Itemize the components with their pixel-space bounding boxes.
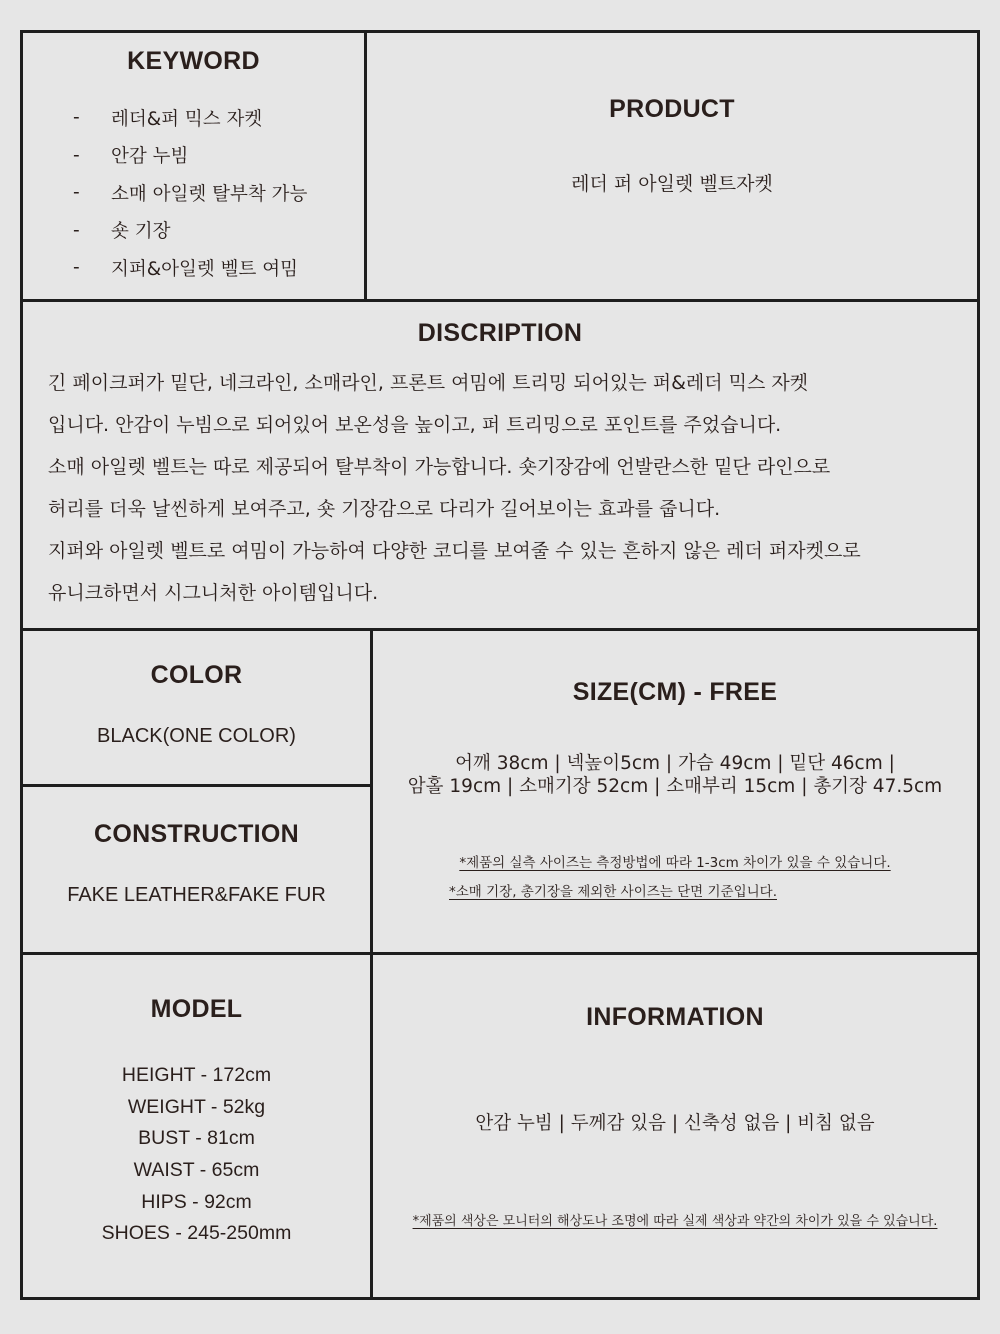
product-section xyxy=(367,33,977,299)
keyword-section xyxy=(23,33,364,299)
model-weight: WEIGHT - 52kg xyxy=(127,1095,266,1118)
description-line: 긴 페이크퍼가 밑단, 네크라인, 소매라인, 프론트 여밈에 트리밍 되어있는 퍼&레더 믹스 자켓 xyxy=(48,372,809,394)
model-waist: WAIST - 65cm xyxy=(133,1159,260,1182)
model-stats xyxy=(23,1060,370,1250)
description-section xyxy=(23,302,977,628)
model-shoes: SHOES - 245-250mm xyxy=(101,1222,292,1245)
keyword-title: KEYWORD xyxy=(127,47,260,75)
model-section xyxy=(23,955,370,1297)
size-measurements-line1: 어깨 38cm | 넥높이5cm | 가슴 49cm | 밑단 46cm | xyxy=(455,753,895,774)
model-bust: BUST - 81cm xyxy=(138,1127,255,1150)
information-title: INFORMATION xyxy=(586,1003,764,1031)
description-line: 지퍼와 아일렛 벨트로 여밈이 가능하여 다양한 코디를 보여줄 수 있는 흔하지 않은 레더 퍼자켓으로 xyxy=(48,540,861,562)
information-value: 안감 누빔 | 두께감 있음 | 신축성 없음 | 비침 없음 xyxy=(475,1113,875,1134)
information-color-note: *제품의 색상은 모니터의 해상도나 조명에 따라 실제 색상과 약간의 차이가 있을 수 있습니다. xyxy=(412,1214,938,1229)
description-body xyxy=(48,362,968,614)
model-title: MODEL xyxy=(150,995,243,1023)
color-section xyxy=(23,631,370,784)
size-note-flat: *소매 기장, 총기장을 제외한 사이즈는 단면 기준입니다. xyxy=(449,884,777,900)
construction-value: FAKE LEATHER&FAKE FUR xyxy=(67,884,326,906)
product-name: 레더 퍼 아일렛 벨트자켓 xyxy=(571,173,773,195)
construction-title: CONSTRUCTION xyxy=(94,820,299,848)
size-note-measurement: *제품의 실측 사이즈는 측정방법에 따라 1-3cm 차이가 있을 수 있습니다. xyxy=(459,855,891,871)
keyword-list xyxy=(73,99,307,287)
color-title: COLOR xyxy=(150,661,243,689)
list-item: - 지퍼&아일렛 벨트 여밈 xyxy=(73,257,299,280)
size-measurements-line2: 암홀 19cm | 소매기장 52cm | 소매부리 15cm | 총기장 47.5cm xyxy=(407,776,943,797)
size-section xyxy=(373,631,977,952)
description-line: 유니크하면서 시그니처한 아이템입니다. xyxy=(48,582,379,604)
product-title: PRODUCT xyxy=(609,95,735,123)
information-section xyxy=(373,955,977,1297)
description-line: 입니다. 안감이 누빔으로 되어있어 보온성을 높이고, 퍼 트리밍으로 포인트를 주었습니다. xyxy=(48,414,782,436)
list-item: - 레더&퍼 믹스 자켓 xyxy=(73,107,263,130)
list-item: - 숏 기장 xyxy=(73,219,171,243)
description-title: DISCRIPTION xyxy=(417,319,583,347)
size-title: SIZE(CM) - FREE xyxy=(572,678,778,706)
spec-sheet-frame xyxy=(20,30,980,1300)
color-value: BLACK(ONE COLOR) xyxy=(97,725,296,747)
description-line: 허리를 더욱 날씬하게 보여주고, 숏 기장감으로 다리가 길어보이는 효과를 줍니다. xyxy=(48,498,721,520)
model-height: HEIGHT - 172cm xyxy=(121,1064,272,1086)
list-item: - 안감 누빔 xyxy=(73,144,189,168)
model-hips: HIPS - 92cm xyxy=(141,1190,252,1213)
construction-section xyxy=(23,787,370,952)
list-item: - 소매 아일렛 탈부착 가능 xyxy=(73,182,308,205)
description-line: 소매 아일렛 벨트는 따로 제공되어 탈부착이 가능합니다. 숏기장감에 언발란스한 밑단 라인으로 xyxy=(48,456,831,478)
